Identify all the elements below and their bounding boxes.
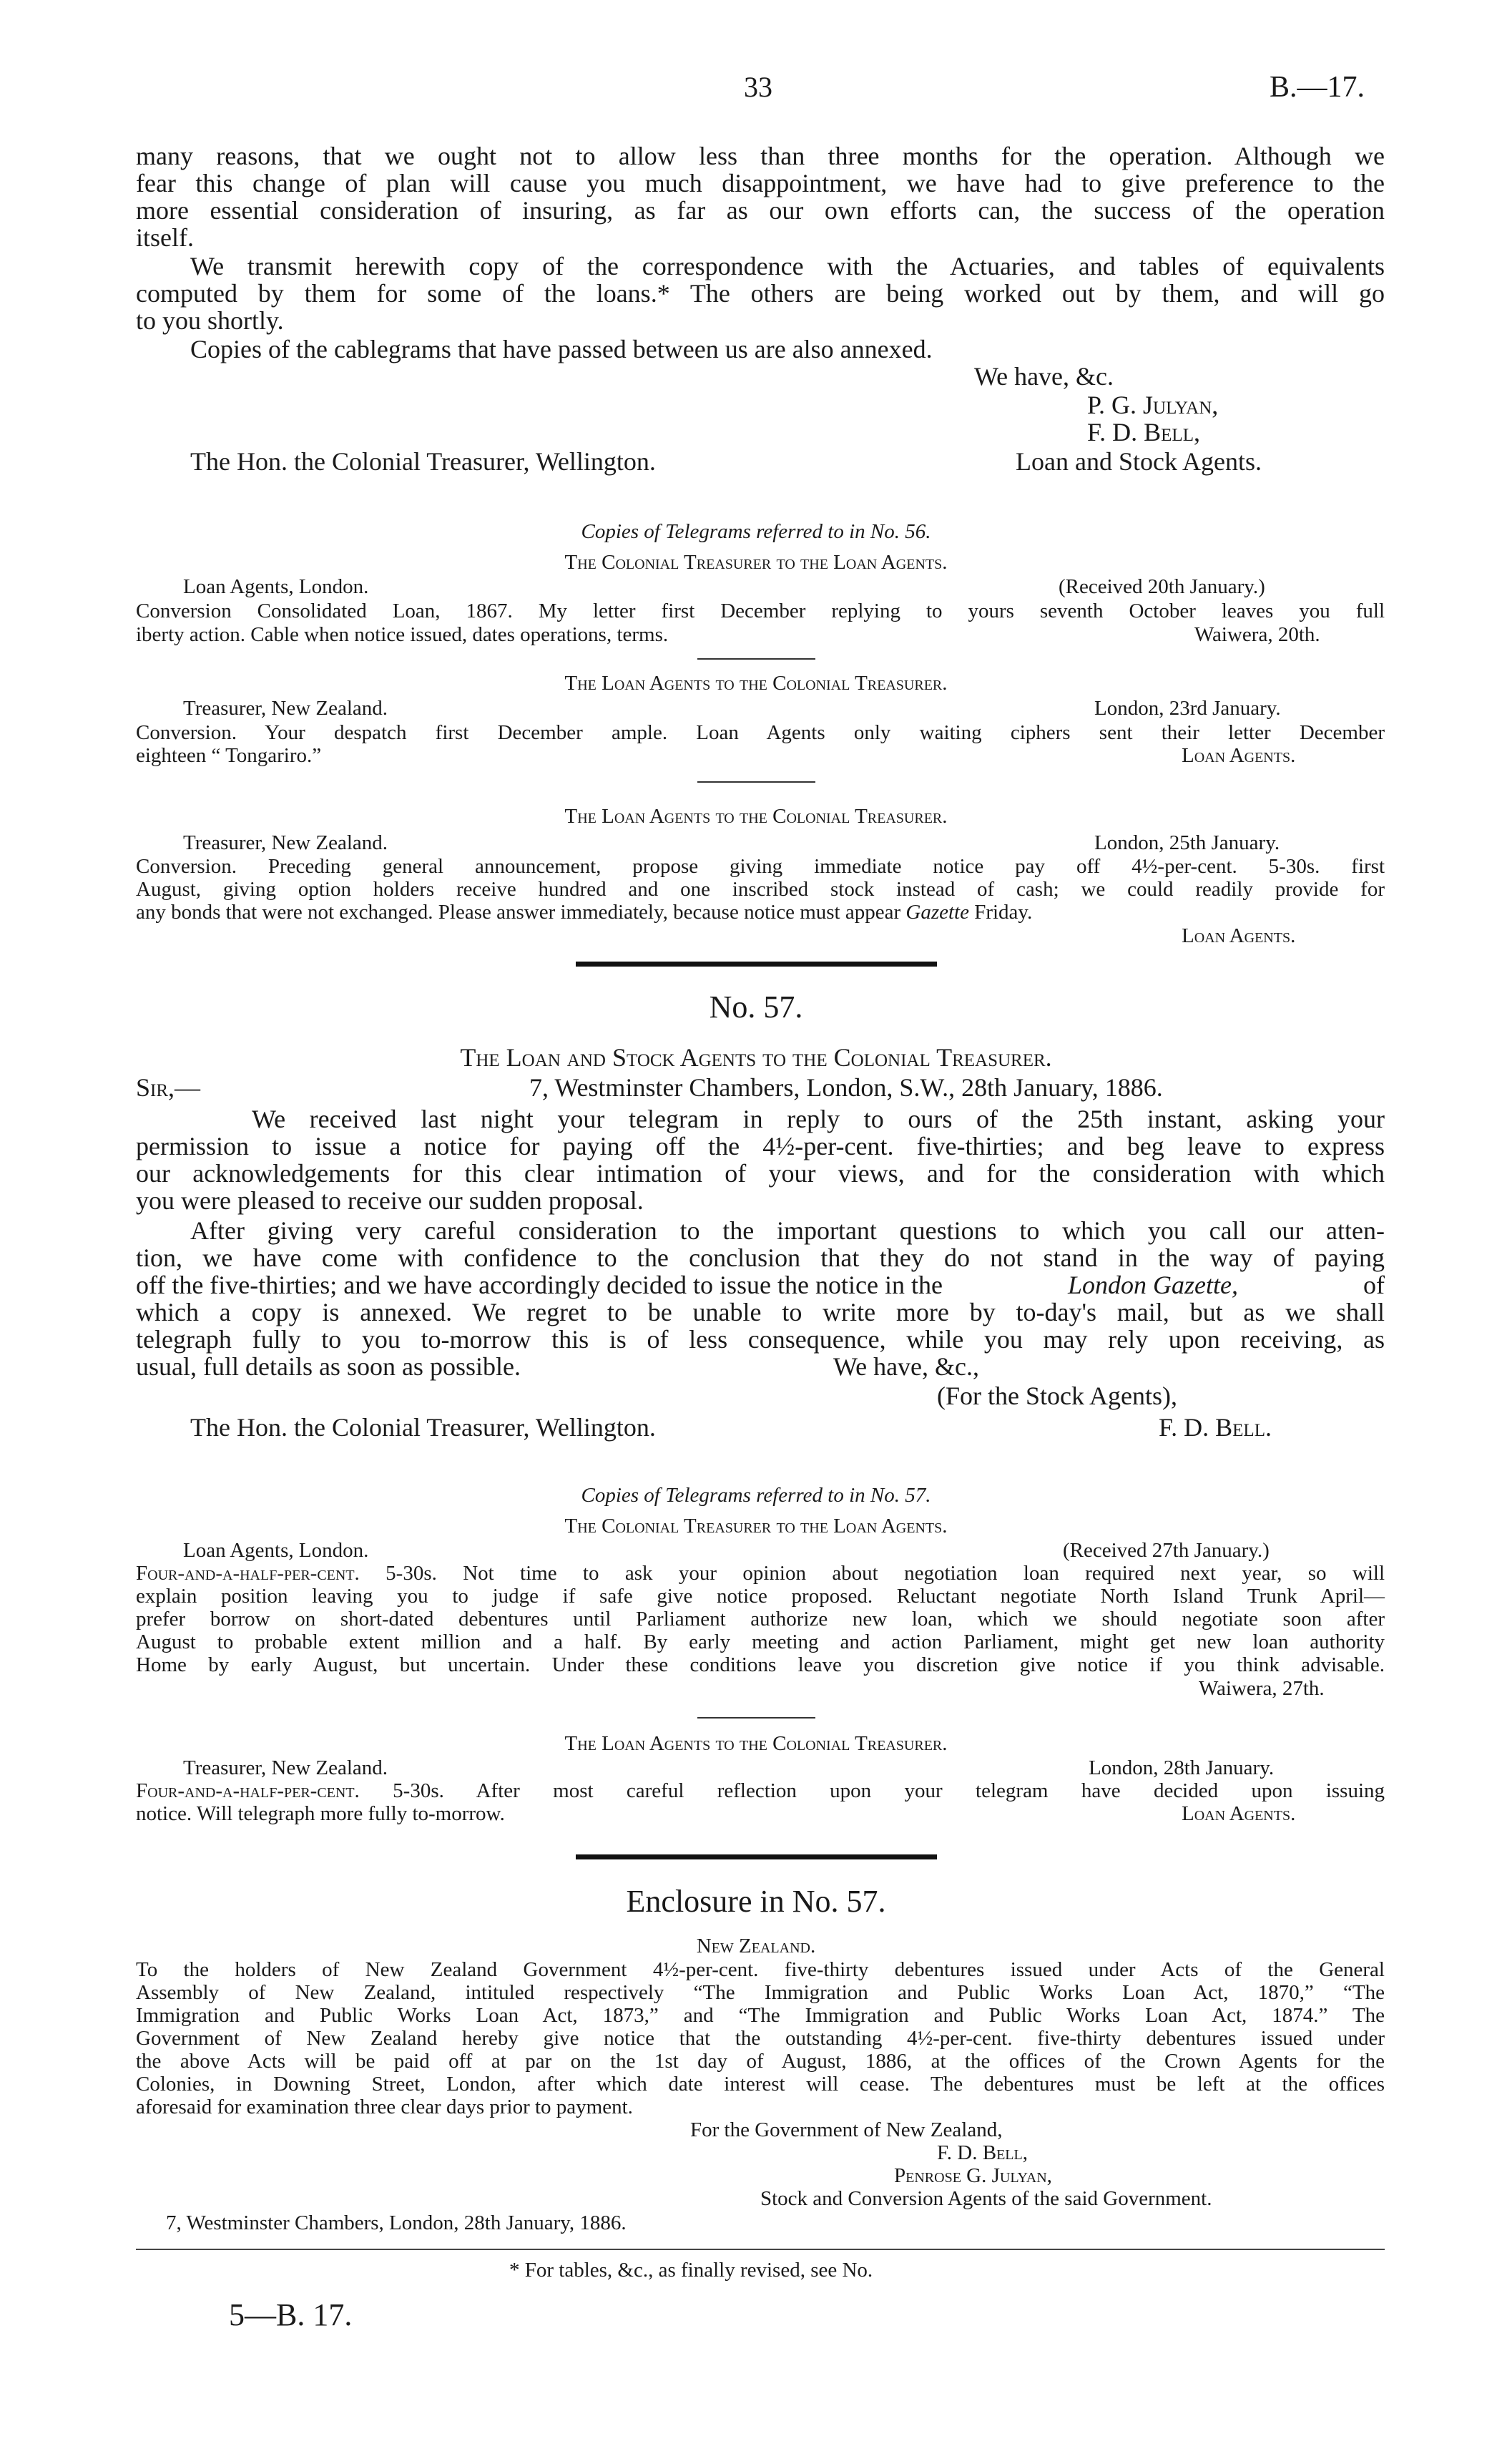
addressee: The Hon. the Colonial Treasurer, Wellington. — [190, 1413, 656, 1442]
telegram-to: Treasurer, New Zealand. — [183, 831, 388, 854]
paragraph-line: permission to issue a notice for paying off the 4½-per-cent. five-thirties; and beg leave to express — [136, 1132, 1385, 1160]
telegram-line: notice. Will telegraph more fully to-morrow. — [136, 1802, 505, 1825]
telegram-line: eighteen “ Tongariro.” — [136, 744, 322, 767]
enclosure-line: Colonies, in Downing Street, London, after which date interest will cease. The debentures must be left at the offices — [136, 2073, 1385, 2096]
letter-address: 7, Westminster Chambers, London, S.W., 28th January, 1886. — [529, 1073, 1163, 1102]
telegrams-heading: Copies of Telegrams referred to in No. 56. — [581, 520, 931, 543]
paragraph-line: We transmit herewith copy of the correspondence with the Actuaries, and tables of equivalents — [190, 252, 1385, 280]
paragraph-line: usual, full details as soon as possible. — [136, 1352, 521, 1381]
salutation: Sir,— — [136, 1073, 201, 1102]
telegram-sign: Loan Agents. — [1182, 744, 1296, 767]
telegrams-heading: Copies of Telegrams referred to in No. 57. — [581, 1484, 931, 1507]
paragraph-line: fear this change of plan will cause you much disappointment, we have had to give preference to the — [136, 169, 1385, 197]
enclosure-line: Immigration and Public Works Loan Act, 1873,” and “The Immigration and Public Works Loan Act, 1874.” The — [136, 2004, 1385, 2027]
footnote: * For tables, &c., as finally revised, see No. — [509, 2259, 873, 2282]
telegram-text: any bonds that were not exchanged. Please answer immediately, because notice must appear — [136, 901, 901, 924]
paragraph-line: After giving very careful consideration to the important questions to which you call our atten- — [190, 1216, 1385, 1245]
closing: We have, &c. — [974, 362, 1114, 391]
paragraph-line: more essential consideration of insuring, as far as our own efforts can, the success of the operation — [136, 196, 1385, 225]
telegram-sign: Waiwera, 20th. — [1194, 623, 1320, 646]
page-ref: B.—17. — [1270, 71, 1365, 104]
paragraph-line: you were pleased to receive our sudden proposal. — [136, 1186, 644, 1215]
telegram-sign: Loan Agents. — [1182, 924, 1296, 947]
telegram-line — [136, 901, 1032, 924]
closing: We have, &c., — [833, 1352, 980, 1381]
telegram-lead: Four-and-a-half-per-cent. — [136, 1562, 360, 1585]
enclosure-line: the above Acts will be paid off at par on the 1st day of August, 1886, at the offices of the Crown Agents for the — [136, 2050, 1385, 2073]
telegram-to: Loan Agents, London. — [183, 1539, 369, 1562]
telegram-text: 5-30s. Not time to ask your opinion about negotiation loan required next year, so will — [386, 1562, 1385, 1585]
separator-rule — [697, 781, 815, 783]
enclosure-country: New Zealand. — [696, 1935, 816, 1957]
telegram-date: London, 28th January. — [1089, 1756, 1275, 1779]
letter-subtitle: The Loan and Stock Agents to the Colonial Treasurer. — [460, 1043, 1052, 1072]
for-agents: (For the Stock Agents), — [937, 1382, 1177, 1410]
telegram-text: 5-30s. After most careful reflection upon your telegram have decided upon issuing — [393, 1779, 1385, 1802]
section-rule — [576, 1854, 937, 1859]
enclosure-line: Government of New Zealand hereby give notice that the outstanding 4½-per-cent. five-thirty debentures issued under — [136, 2027, 1385, 2050]
telegram-line — [136, 1780, 1385, 1802]
telegram-to: Loan Agents, London. — [183, 575, 369, 598]
telegram-date: London, 25th January. — [1094, 831, 1280, 854]
telegram-line: August to probable extent million and a half. By early meeting and action Parliament, might get new loan authority — [136, 1631, 1385, 1653]
paragraph-line: tion, we have come with confidence to the conclusion that they do not stand in the way of paying — [136, 1243, 1385, 1272]
signatory: P. G. Julyan, — [1087, 391, 1219, 419]
gazette-italic: Gazette — [905, 901, 969, 924]
paragraph-line: Copies of the cablegrams that have passed between us are also annexed. — [190, 335, 933, 363]
telegram-line: August, giving option holders receive hundred and one inscribed stock instead of cash; we could readily provide for — [136, 878, 1385, 901]
telegram-title: The Colonial Treasurer to the Loan Agents. — [564, 551, 948, 574]
telegram-sign: Waiwera, 27th. — [1199, 1677, 1325, 1700]
telegram-line — [136, 1563, 1385, 1585]
telegram-line: Conversion. Preceding general announcement, propose giving immediate notice pay off 4½-per-cent. 5-30s. first — [136, 855, 1385, 878]
signatory-title: Stock and Conversion Agents of the said Government. — [760, 2187, 1212, 2210]
separator-rule — [697, 658, 815, 660]
signatory: F. D. Bell, — [1087, 418, 1200, 446]
telegram-received: (Received 20th January.) — [1059, 575, 1265, 598]
paragraph-line: itself. — [136, 223, 194, 252]
paragraph-line: computed by them for some of the loans.* The others are being worked out by them, and will go — [136, 279, 1385, 308]
paragraph-line: to you shortly. — [136, 306, 284, 335]
signatory: F. D. Bell, — [937, 2141, 1028, 2164]
paragraph-line — [136, 1271, 1385, 1299]
page-number: 33 — [744, 71, 772, 103]
addressee: The Hon. the Colonial Treasurer, Wellington. — [190, 447, 656, 476]
footer-ref: 5—B. 17. — [229, 2297, 353, 2332]
enclosure-for-govt: For the Government of New Zealand, — [690, 2118, 1003, 2141]
signatory-title: Loan and Stock Agents. — [1016, 447, 1262, 476]
telegram-lead: Four-and-a-half-per-cent. — [136, 1779, 360, 1802]
place-date: 7, Westminster Chambers, London, 28th January, 1886. — [166, 2211, 627, 2234]
telegram-date: London, 23rd January. — [1094, 697, 1281, 720]
paragraph-line: telegraph fully to you to-morrow this is of less consequence, while you may rely upon receiving, as — [136, 1325, 1385, 1354]
telegram-title: The Colonial Treasurer to the Loan Agents. — [564, 1515, 948, 1538]
telegram-line: prefer borrow on short-dated debentures until Parliament authorize new loan, which we should negotiate soon after — [136, 1608, 1385, 1631]
enclosure-line: Assembly of New Zealand, intituled respectively “The Immigration and Public Works Loan Act, 1870,” “The — [136, 1981, 1385, 2004]
section-rule — [576, 962, 937, 967]
telegram-received: (Received 27th January.) — [1063, 1539, 1270, 1562]
telegram-sign: Loan Agents. — [1182, 1802, 1296, 1825]
signatory: F. D. Bell. — [1159, 1413, 1272, 1442]
letter-number: No. 57. — [709, 989, 803, 1025]
paragraph-line: many reasons, that we ought not to allow less than three months for the operation. Although we — [136, 142, 1385, 170]
telegram-line: iberty action. Cable when notice issued, dates operations, terms. — [136, 623, 669, 646]
telegram-to: Treasurer, New Zealand. — [183, 1756, 388, 1779]
enclosure-line: To the holders of New Zealand Government 4½-per-cent. five-thirty debentures issued under Acts of the General — [136, 1958, 1385, 1981]
paragraph-line: our acknowledgements for this clear intimation of your views, and for the consideration with which — [136, 1159, 1385, 1188]
telegram-to: Treasurer, New Zealand. — [183, 697, 388, 720]
gazette-italic: London Gazette, — [1067, 1271, 1238, 1299]
telegram-line: Home by early August, but uncertain. Under these conditions leave you discretion give notice if you think advisable. — [136, 1653, 1385, 1676]
enclosure-heading: Enclosure in No. 57. — [626, 1884, 886, 1919]
telegram-line: explain position leaving you to judge if safe give notice proposed. Reluctant negotiate North Island Trunk April— — [136, 1585, 1385, 1608]
paragraph-line: We received last night your telegram in reply to ours of the 25th instant, asking your — [252, 1105, 1385, 1133]
telegram-title: The Loan Agents to the Colonial Treasurer. — [564, 805, 948, 828]
paragraph-text: off the five-thirties; and we have accordingly decided to issue the notice in the — [136, 1271, 943, 1299]
signatory: Penrose G. Julyan, — [894, 2164, 1052, 2187]
paragraph-line: which a copy is annexed. We regret to be unable to write more by to-day's mail, but as we shall — [136, 1298, 1385, 1326]
telegram-text: Friday. — [974, 901, 1033, 924]
telegram-title: The Loan Agents to the Colonial Treasurer. — [564, 1732, 948, 1755]
paragraph-text: of — [1363, 1271, 1385, 1299]
separator-rule — [697, 1717, 815, 1719]
footnote-rule — [136, 2249, 1385, 2250]
telegram-line: Conversion Consolidated Loan, 1867. My letter first December replying to yours seventh October leaves you full — [136, 600, 1385, 622]
enclosure-line: aforesaid for examination three clear days prior to payment. — [136, 2096, 633, 2118]
telegram-line: Conversion. Your despatch first December ample. Loan Agents only waiting ciphers sent their letter December — [136, 721, 1385, 744]
telegram-title: The Loan Agents to the Colonial Treasurer. — [564, 672, 948, 695]
